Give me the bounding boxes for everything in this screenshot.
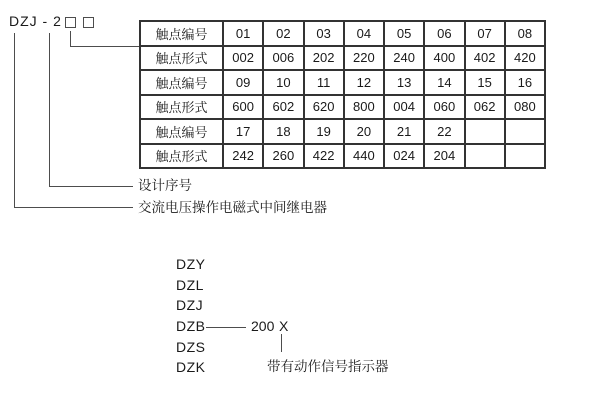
- table-cell: 08: [505, 21, 545, 46]
- table-cell: 240: [384, 46, 424, 71]
- table-cell: 004: [384, 95, 424, 120]
- table-cell: 04: [344, 21, 384, 46]
- table-cell: 13: [384, 70, 424, 95]
- table-cell: 06: [424, 21, 464, 46]
- table-cell: 18: [263, 119, 303, 144]
- model-code-text: DZJ - 2: [9, 13, 62, 29]
- table-cell: 060: [424, 95, 464, 120]
- table-cell: 02: [263, 21, 303, 46]
- table-cell: 09: [223, 70, 263, 95]
- table-cell: [465, 119, 505, 144]
- variant-indicator-line: [281, 334, 282, 352]
- connector-serial-vertical-line: [49, 33, 50, 186]
- table-cell: 17: [223, 119, 263, 144]
- row-header-cell: 触点形式: [140, 144, 223, 169]
- relay-description-label: 交流电压操作电磁式中间继电器: [138, 200, 327, 215]
- table-cell: 204: [424, 144, 464, 169]
- table-cell: 15: [465, 70, 505, 95]
- table-cell: 080: [505, 95, 545, 120]
- table-row: [140, 119, 545, 144]
- table-cell: 14: [424, 70, 464, 95]
- row-header-cell: 触点形式: [140, 95, 223, 120]
- connector-box-vertical-line: [70, 31, 71, 46]
- dzb-variant-label: X: [279, 318, 289, 334]
- table-cell: 002: [223, 46, 263, 71]
- contact-code-table: [139, 20, 546, 169]
- model-series-list: [176, 254, 206, 378]
- table-cell: [465, 144, 505, 169]
- connector-box-to-table-line: [70, 46, 139, 47]
- table-cell: 440: [344, 144, 384, 169]
- table-cell: 260: [263, 144, 303, 169]
- model-item-dzl: DZL: [176, 276, 204, 293]
- model-item-dzb: DZB: [176, 318, 206, 335]
- table-cell: 01: [223, 21, 263, 46]
- table-cell: [505, 119, 545, 144]
- table-cell: 420: [505, 46, 545, 71]
- table-cell: [505, 144, 545, 169]
- model-item-dzs: DZS: [176, 338, 206, 355]
- table-row: [140, 95, 545, 120]
- row-header-cell: 触点编号: [140, 70, 223, 95]
- table-cell: 600: [223, 95, 263, 120]
- table-cell: 602: [263, 95, 303, 120]
- row-header-cell: 触点编号: [140, 21, 223, 46]
- row-header-cell: 触点形式: [140, 46, 223, 71]
- table-cell: 10: [263, 70, 303, 95]
- table-cell: 220: [344, 46, 384, 71]
- design-serial-label: 设计序号: [138, 178, 192, 193]
- connector-relay-vertical-line: [14, 33, 15, 207]
- indicator-note-label: 带有动作信号指示器: [267, 359, 389, 374]
- table-cell: 062: [465, 95, 505, 120]
- table-row: [140, 46, 545, 71]
- table-cell: 422: [304, 144, 344, 169]
- table-cell: 05: [384, 21, 424, 46]
- table-cell: 12: [344, 70, 384, 95]
- dzb-connector-line: [206, 327, 246, 328]
- contact-code-table-body: [140, 21, 545, 168]
- dzb-number-label: 200: [251, 318, 275, 334]
- table-cell: 402: [465, 46, 505, 71]
- table-cell: 620: [304, 95, 344, 120]
- code-placeholder-box-2: [83, 17, 94, 28]
- connector-serial-horizontal-line: [49, 186, 133, 187]
- row-header-cell: 触点编号: [140, 119, 223, 144]
- table-row: [140, 144, 545, 169]
- model-item-dzj: DZJ: [176, 297, 204, 314]
- table-cell: 800: [344, 95, 384, 120]
- table-cell: 20: [344, 119, 384, 144]
- table-cell: 21: [384, 119, 424, 144]
- connector-relay-horizontal-line: [14, 207, 133, 208]
- table-row: [140, 21, 545, 46]
- table-cell: 03: [304, 21, 344, 46]
- table-cell: 006: [263, 46, 303, 71]
- table-cell: 22: [424, 119, 464, 144]
- table-cell: 400: [424, 46, 464, 71]
- model-item-dzy: DZY: [176, 256, 206, 272]
- table-cell: 242: [223, 144, 263, 169]
- table-cell: 16: [505, 70, 545, 95]
- table-cell: 07: [465, 21, 505, 46]
- table-row: [140, 70, 545, 95]
- table-cell: 202: [304, 46, 344, 71]
- code-placeholder-box-1: [65, 17, 76, 28]
- model-item-dzk: DZK: [176, 359, 206, 376]
- table-cell: 19: [304, 119, 344, 144]
- table-cell: 11: [304, 70, 344, 95]
- table-cell: 024: [384, 144, 424, 169]
